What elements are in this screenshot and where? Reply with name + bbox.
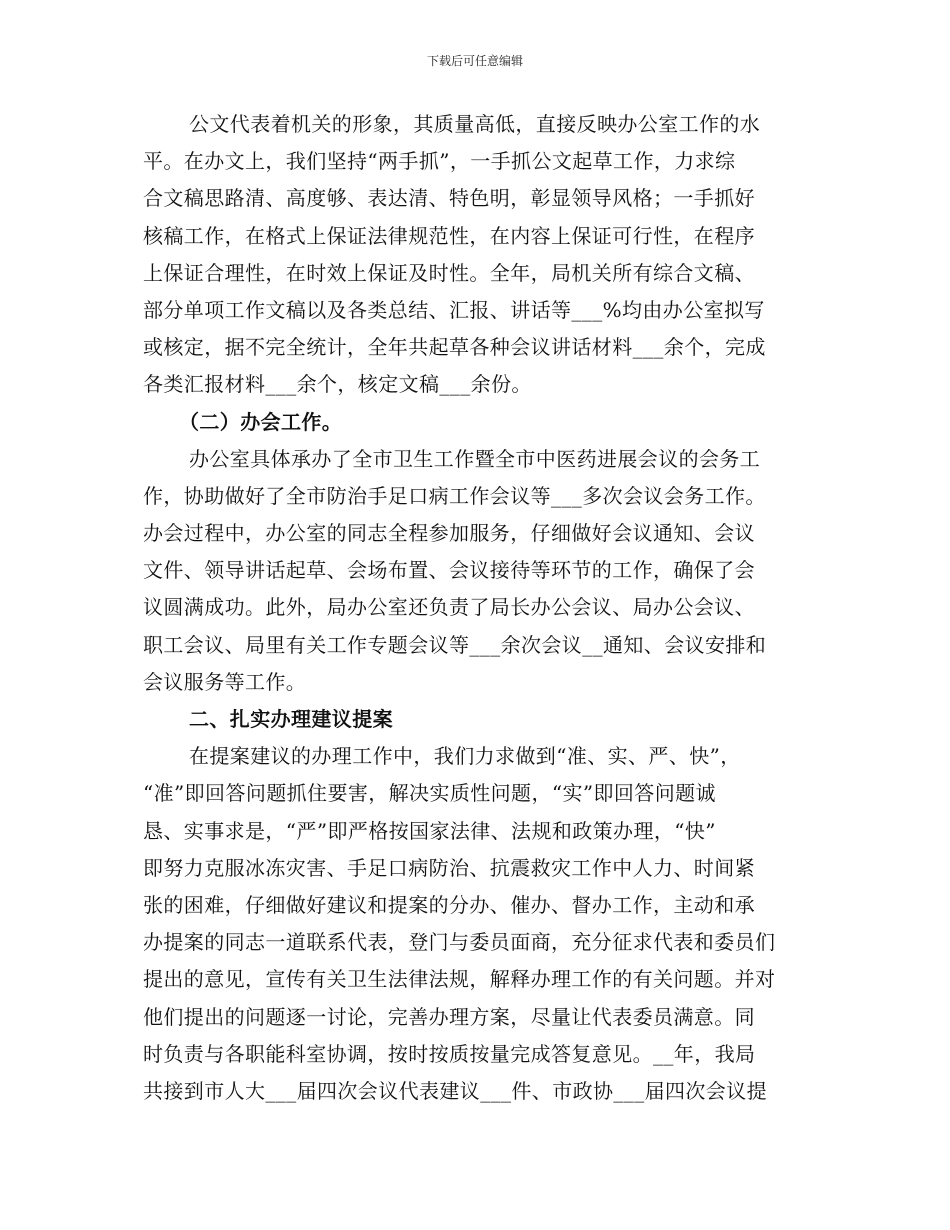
paragraph-line: “准”即回答问题抓住要害，解决实质性问题，“实”即回答问题诚 [143,781,716,806]
paragraph-line: 文件、领导讲话起草、会场布置、会议接待等环节的工作，确保了会 [143,558,755,583]
section-subheading: （二）办会工作。 [179,409,343,434]
paragraph-line: 公文代表着机关的形象，其质量高低，直接反映办公室工作的水 [189,112,761,136]
document-body [143,106,811,1110]
paragraph-line: 办公室具体承办了全市卫生工作暨全市中医药进展会议的会务工 [189,446,761,471]
paragraph-line: 张的困难，仔细做好建议和提案的分办、催办、督办工作，主动和承 [143,892,755,917]
paragraph-line: 上保证合理性，在时效上保证及时性。全年，局机关所有综合文稿、 [143,260,755,285]
paragraph-line: 提出的意见，宣传有关卫生法律法规，解释办理工作的有关问题。并对 [143,967,776,992]
paragraph-line: 办会过程中，办公室的同志全程参加服务，仔细做好会议通知、会议 [143,521,755,546]
paragraph-line: 议圆满成功。此外，局办公室还负责了局长办公会议、局办公会议、 [143,595,755,620]
paragraph-line: 作，协助做好了全市防治手足口病工作会议等___多次会议会务工作。 [143,483,766,508]
paragraph-line: 共接到市人大___届四次会议代表建议___件、市政协___届四次会议提 [143,1078,767,1103]
paragraph-line: 核稿工作，在格式上保证法律规范性，在内容上保证可行性，在程序 [143,223,755,248]
paragraph-line: 恳、实事求是，“严”即严格按国家法律、法规和政策办理，“快” [143,818,716,843]
page-header: 下载后可任意编辑 [426,54,523,68]
paragraph-line: 平。在办文上，我们坚持“两手抓”，一手抓公文起草工作，力求综 [143,149,736,174]
paragraph-line: 职工会议、局里有关工作专题会议等___余次会议__通知、会议安排和 [143,632,767,657]
paragraph-line: 即努力克服冰冻灾害、手足口病防治、抗震救灾工作中人力、时间紧 [143,855,755,880]
paragraph-line: 在提案建议的办理工作中，我们力求做到“准、实、严、快”， [189,744,741,769]
paragraph-line: 或核定，据不完全统计，全年共起草各种会议讲话材料___余个，完成 [143,335,766,360]
paragraph-line: 各类汇报材料___余个，核定文稿___余份。 [143,372,532,397]
paragraph-line: 他们提出的问题逐一讨论，完善办理方案，尽量让代表委员满意。同 [143,1004,755,1029]
paragraph-line: 办提案的同志一道联系代表，登门与委员面商，充分征求代表和委员们 [143,930,776,955]
paragraph-line: 时负责与各职能科室协调，按时按质按量完成答复意见。__年，我局 [143,1041,756,1066]
paragraph-line: 合文稿思路清、高度够、表达清、特色明，彰显领导风格；一手抓好 [143,186,755,211]
section-heading: 二、扎实办理建议提案 [189,707,393,731]
paragraph-line: 部分单项工作文稿以及各类总结、汇报、讲话等___%均由办公室拟写 [143,297,765,322]
paragraph-line: 会议服务等工作。 [143,669,307,694]
